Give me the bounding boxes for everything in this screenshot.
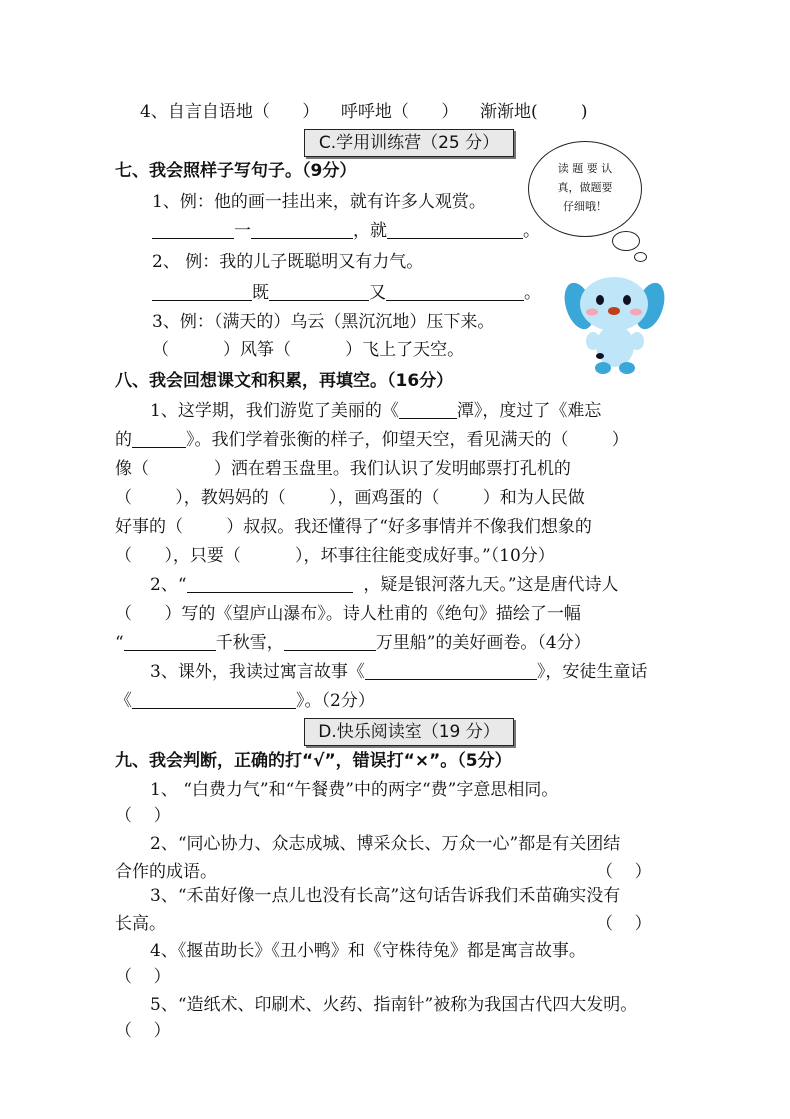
hint-line-1: 读 题 要 认 <box>557 162 613 175</box>
q9-item-4: 4、《揠苗助长》《丑小鸭》和《守株待兔》都是寓言故事。 <box>150 941 586 961</box>
q9-item-4-answer: （ ） <box>115 967 171 987</box>
text: 》，安徒生童话 <box>536 662 648 682</box>
text: （ <box>115 604 132 624</box>
text: ） <box>611 430 629 450</box>
q9-item-3-line2: 长高。 <box>115 914 166 934</box>
section-c-header: C.学用训练营（25 分） <box>304 129 514 157</box>
text: ）写的《望庐山瀑布》。诗人杜甫的《绝句》描绘了一幅 <box>164 604 581 624</box>
fill-word: 既 <box>252 283 269 303</box>
q8-p2-line1 <box>150 574 619 596</box>
q8-p1-line3 <box>115 458 571 480</box>
q8-p1-line1 <box>150 400 601 422</box>
fill-word: 一 <box>234 221 251 241</box>
text: ），教妈妈的（ <box>175 488 286 508</box>
q9-item-2-line2: 合作的成语。 <box>115 862 217 882</box>
bubble-tail-small <box>634 252 647 262</box>
q8-title: 八、我会回想课文和积累，再填空。（16分） <box>115 371 454 391</box>
word-2: 呼呼地（ <box>340 102 409 122</box>
q8-p1-line2 <box>115 429 629 451</box>
q9-item-3-line1: 3、“禾苗好像一点儿也没有长高”这句话告诉我们禾苗确实没有 <box>150 886 621 906</box>
fill-word: ，就 <box>353 221 387 241</box>
text: 3、课外，我读过寓言故事《 <box>150 662 365 682</box>
text: ），只要（ <box>164 546 241 566</box>
word-fill-row <box>140 101 587 123</box>
text: （ <box>115 488 132 508</box>
text: 潭》，度过了《难忘 <box>456 401 602 421</box>
fill-word: （ <box>152 340 169 360</box>
fill-word: ）飞上了天空。 <box>345 340 465 360</box>
text: ）和为人民做 <box>482 488 585 508</box>
q9-title: 九、我会判断，正确的打“√”，错误打“×”。（5分） <box>115 751 512 771</box>
text: ），坏事往往能变成好事。”（10分） <box>294 546 555 566</box>
q7-title: 七、我会照样子写句子。（9分） <box>115 161 357 181</box>
q9-item-1-answer: （ ） <box>115 806 171 826</box>
text: 》。（2分） <box>296 691 375 711</box>
bubble-tail-large <box>612 231 640 251</box>
q9-item-3-answer: （ ） <box>596 914 652 934</box>
q8-p3-line1 <box>150 661 647 683</box>
q8-p1-line6 <box>115 545 555 567</box>
text: 万里船”的美好画卷。（4分） <box>375 633 591 653</box>
text: ）叔叔。我还懂得了“好多事情并不像我们想象的 <box>226 517 592 537</box>
q8-p2-line2 <box>115 603 581 625</box>
word-2-close: ） <box>441 102 459 122</box>
text: ），画鸡蛋的（ <box>328 488 440 508</box>
fill-end: 。 <box>523 221 540 241</box>
q9-item-2-line1: 2、“同心协力、众志成城、博采众长、万众一心”都是有关团结 <box>150 834 621 854</box>
q8-p1-line4 <box>115 487 585 509</box>
text: （ <box>115 546 132 566</box>
text: 的 <box>115 430 132 450</box>
puppy-icon <box>562 276 668 380</box>
q7-example-3: 3、例：（满天的）乌云（黑沉沉地）压下来。 <box>152 312 495 332</box>
q7-fill-2 <box>152 282 541 304</box>
section-d-header: D.快乐阅读室（19 分） <box>304 718 514 746</box>
text: ，疑是银河落九天。”这是唐代诗人 <box>363 575 619 595</box>
q8-p2-line3 <box>115 632 591 654</box>
text: 》。我们学着张衡的样子，仰望天空，看见满天的（ <box>186 430 569 450</box>
text: “ <box>115 633 124 653</box>
q9-item-5: 5、“造纸术、印刷术、火药、指南针”被称为我国古代四大发明。 <box>150 995 638 1015</box>
word-3-close: ) <box>580 102 588 122</box>
q9-item-1: 1、 “白费力气”和“午餐费”中的两字“费”字意思相同。 <box>150 780 559 800</box>
text: 2、“ <box>150 575 187 595</box>
text: 好事的（ <box>115 517 183 537</box>
q9-item-5-answer: （ ） <box>115 1021 171 1041</box>
word-1-close: ） <box>302 102 320 122</box>
hint-bubble <box>528 141 642 237</box>
q7-fill-3 <box>152 339 464 361</box>
q7-fill-1 <box>152 220 540 242</box>
word-1: 自言自语地（ <box>167 102 270 122</box>
item-number: 4、 <box>140 102 168 122</box>
q9-item-2-answer: （ ） <box>596 862 652 882</box>
text: 像（ <box>115 459 149 479</box>
q7-example-2: 2、 例：我的儿子既聪明又有力气。 <box>152 252 424 272</box>
hint-line-2: 真，做题要 <box>557 181 613 194</box>
fill-end: 。 <box>524 283 541 303</box>
q7-example-1: 1、例：他的画一挂出来，就有许多人观赏。 <box>152 192 486 212</box>
text: 千秋雪， <box>215 633 284 653</box>
text: 1、这学期，我们游览了美丽的《 <box>150 401 399 421</box>
text: ）洒在碧玉盘里。我们认识了发明邮票打孔机的 <box>213 459 571 479</box>
text: 《 <box>115 691 132 711</box>
word-3: 渐渐地( <box>479 102 538 122</box>
q8-p1-line5 <box>115 516 592 538</box>
q8-p3-line2 <box>115 690 375 712</box>
hint-line-3: 仔细哦！ <box>563 200 607 213</box>
fill-word: 又 <box>369 283 386 303</box>
fill-word: ）风筝（ <box>223 340 292 360</box>
